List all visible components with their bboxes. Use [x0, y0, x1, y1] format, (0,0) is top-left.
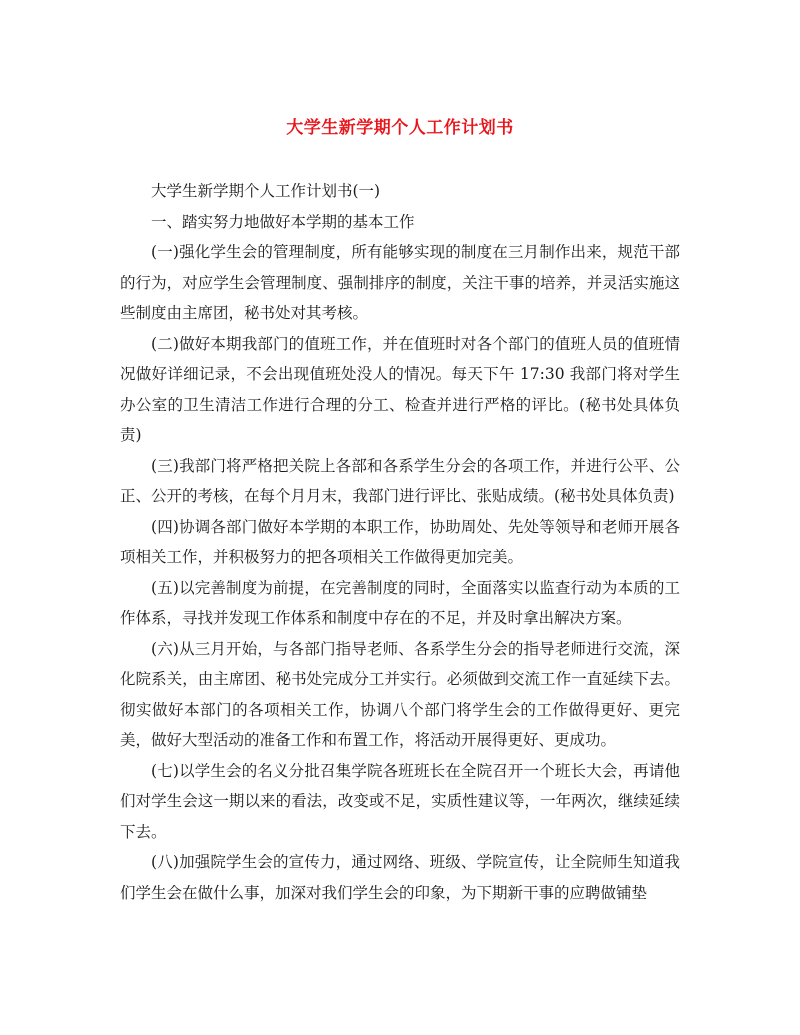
document-body [120, 176, 680, 908]
paragraph-section-heading: 一、踏实努力地做好本学期的基本工作 [151, 212, 415, 231]
paragraph-item-5: (五)以完善制度为前提，在完善制度的同时，全面落实以监查行动为本质的工作体系，寻找并发现工作体系和制度中存在的不足，并及时拿出解决方案。 [120, 578, 680, 627]
paragraph-item-6: (六)从三月开始，与各部门指导老师、各系学生分会的指导老师进行交流，深化院系关，由主席团、秘书处完成分工并实行。必须做到交流工作一直延续下去。彻实做好本部门的各项相关工作，协调八个部门将学生会的工作做得更好、更完美，做好大型活动的准备工作和布置工作，将活动开展得更好、更成功。 [120, 639, 680, 749]
paragraph-item-7: (七)以学生会的名义分批召集学院各班班长在全院召开一个班长大会，再请他们对学生会这一期以来的看法，改变或不足，实质性建议等，一年两次，继续延续下去。 [120, 761, 680, 841]
paragraph-item-8: (八)加强院学生会的宣传力，通过网络、班级、学院宣传，让全院师生知道我们学生会在做什么事，加深对我们学生会的印象，为下期新干事的应聘做铺垫 [120, 853, 680, 902]
paragraph-subtitle: 大学生新学期个人工作计划书(一) [151, 182, 381, 200]
paragraph-item-1: (一)强化学生会的管理制度，所有能够实现的制度在三月制作出来，规范干部的行为，对应学生会管理制度、强制排序的制度，关注干事的培养，并灵活实施这些制度由主席团，秘书处对其考核。 [120, 243, 680, 322]
document-title: 大学生新学期个人工作计划书 [286, 118, 514, 138]
paragraph-item-4: (四)协调各部门做好本学期的本职工作，协助周处、先处等领导和老师开展各项相关工作，并积极努力的把各项相关工作做得更加完美。 [120, 517, 680, 566]
paragraph-item-2: (二)做好本期我部门的值班工作，并在值班时对各个部门的值班人员的值班情况做好详细记录，不会出现值班处没人的情况。每天下午 17:30 我部门将对学生办公室的卫生清洁工作进行合理的分工、检查并进行严格的评比。(秘书处具体负责) [120, 334, 680, 444]
paragraph-item-3: (三)我部门将严格把关院上各部和各系学生分会的各项工作，并进行公平、公正、公开的考核，在每个月月末，我部门进行评比、张贴成绩。(秘书处具体负责) [120, 456, 680, 505]
